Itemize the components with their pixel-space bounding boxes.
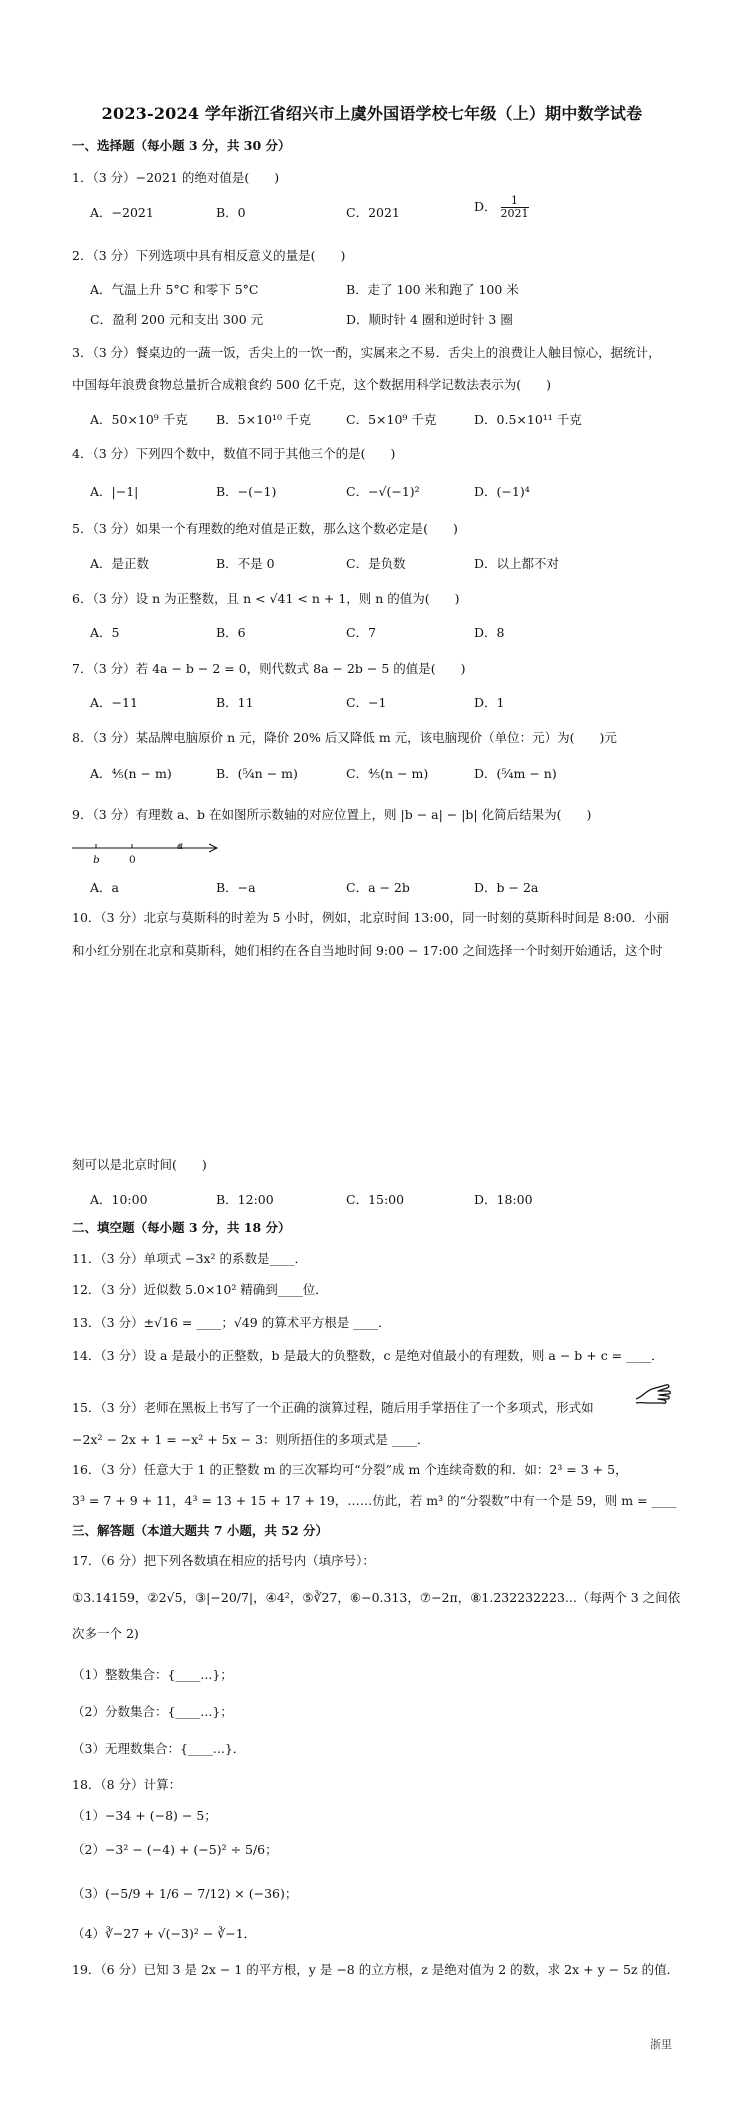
option-a: A．|−1|: [90, 484, 139, 499]
question-10-line2: 和小红分别在北京和莫斯科，她们相约在各自当地时间 9:00 − 17:00 之间选择一个时刻开始通话，这个时: [72, 943, 663, 958]
question-12: 12．（3 分）近似数 5.0×10² 精确到____位．: [72, 1282, 328, 1297]
option-d: D．18:00: [474, 1192, 533, 1207]
option-b: B．−a: [216, 880, 256, 895]
number-line-figure: [72, 842, 222, 866]
option-c: C．7: [346, 625, 377, 640]
question-2-options-row1: [90, 280, 690, 300]
section-fill-blank: 二、填空题（每小题 3 分，共 18 分）: [72, 1220, 291, 1235]
question-13: 13．（3 分）±√16 = ____；√49 的算术平方根是 ____．: [72, 1315, 391, 1330]
option-c: C．5×10⁹ 千克: [346, 412, 437, 427]
footer-watermark: 浙里: [650, 2038, 672, 2051]
option-a: A．是正数: [90, 556, 150, 571]
option-a: A．a: [90, 880, 119, 895]
option-a: A．−11: [90, 695, 138, 710]
question-18-part3: （3）(−5/9 + 1/6 − 7/12) × (−36)；: [72, 1886, 298, 1901]
question-2: 2．（3 分）下列选项中具有相反意义的量是( ): [72, 248, 346, 263]
option-d: D．以上都不对: [474, 556, 560, 571]
option-c: C．2021: [346, 205, 400, 220]
question-7: 7．（3 分）若 4a − b − 2 = 0，则代数式 8a − 2b − 5 的值是( ): [72, 661, 466, 676]
option-b: B．不是 0: [216, 556, 275, 571]
question-14: 14．（3 分）设 a 是最小的正整数，b 是最大的负整数，c 是绝对值最小的有理数，则 a − b + c = ____．: [72, 1348, 664, 1363]
question-5-options: [90, 554, 690, 574]
question-18-part1: （1）−34 + (−8) − 5；: [72, 1808, 217, 1823]
question-16-line2: 3³ = 7 + 9 + 11，4³ = 13 + 15 + 17 + 19，……仿此，若 m³ 的“分裂数”中有一个是 59，则 m = ____: [72, 1493, 677, 1508]
option-b: B．(⁵⁄₄n − m): [216, 766, 298, 781]
question-17-part3: （3）无理数集合：{____...}．: [72, 1741, 246, 1756]
option-d: D．(−1)⁴: [474, 484, 530, 499]
question-3-line1: 3．（3 分）餐桌边的一蔬一饭，舌尖上的一饮一酌，实属来之不易．舌尖上的浪费让人触目惊心，据统计，: [72, 345, 661, 360]
question-8-options: [90, 764, 690, 784]
option-a: A．10:00: [90, 1192, 148, 1207]
option-c: C．a − 2b: [346, 880, 410, 895]
option-b: B．5×10¹⁰ 千克: [216, 412, 312, 427]
option-b: B．−(−1): [216, 484, 277, 499]
option-a: A．5: [90, 625, 120, 640]
question-16-line1: 16．（3 分）任意大于 1 的正整数 m 的三次幂均可“分裂”成 m 个连续奇数的和．如：2³ = 3 + 5，: [72, 1462, 628, 1477]
question-6: 6．（3 分）设 n 为正整数，且 n < √41 < n + 1，则 n 的值为( ): [72, 591, 460, 606]
section-problems: 三、解答题（本道大题共 7 小题，共 52 分）: [72, 1523, 329, 1538]
question-17: 17．（6 分）把下列各数填在相应的括号内（填序号）：: [72, 1553, 375, 1568]
question-3-line2: 中国每年浪费食物总量折合成粮食约 500 亿千克，这个数据用科学记数法表示为( ): [72, 377, 552, 392]
page-title: 2023-2024 学年浙江省绍兴市上虞外国语学校七年级（上）期中数学试卷: [101, 104, 643, 123]
number-line-label-a: a: [177, 840, 184, 852]
question-15-line1: 15．（3 分）老师在黑板上书写了一个正确的演算过程，随后用手掌捂住了一个多项式，形式如: [72, 1400, 594, 1415]
frac-num: 1: [511, 194, 519, 207]
question-1: 1．（3 分）−2021 的绝对值是( ): [72, 170, 280, 185]
question-8: 8．（3 分）某品牌电脑原价 n 元，降价 20% 后又降低 m 元，该电脑现价（单位：元）为( )元: [72, 730, 617, 745]
hand-icon: [634, 1381, 672, 1409]
question-10-line1: 10．（3 分）北京与莫斯科的时差为 5 小时，例如，北京时间 13:00，同一时刻的莫斯科时间是 8:00．小丽: [72, 910, 670, 925]
option-d: D．0.5×10¹¹ 千克: [474, 412, 582, 427]
option-b: B．12:00: [216, 1192, 274, 1207]
option-a: A．−2021: [90, 205, 154, 220]
question-15-line2: −2x² − 2x + 1 = −x² + 5x − 3：则所捂住的多项式是 ____．: [72, 1432, 430, 1447]
question-9-options: [90, 878, 690, 898]
option-d: D．顺时针 4 圈和逆时针 3 圈: [346, 312, 513, 327]
option-c: C．盈利 200 元和支出 300 元: [90, 312, 264, 327]
option-c: C．−1: [346, 695, 387, 710]
option-c: C．−√(−1)²: [346, 484, 420, 499]
option-b: B．6: [216, 625, 246, 640]
option-d: D．1: [474, 695, 505, 710]
question-6-options: [90, 623, 690, 643]
option-a: A．50×10⁹ 千克: [90, 412, 188, 427]
option-a: A．气温上升 5°C 和零下 5°C: [90, 282, 259, 297]
number-line-label-0: 0: [129, 854, 136, 866]
option-c: C．是负数: [346, 556, 406, 571]
question-1-options: [90, 194, 690, 223]
question-18-part2: （2）−3² − (−4) + (−5)² ÷ 5/6；: [72, 1842, 278, 1857]
option-d-prefix: D．: [474, 199, 497, 214]
question-2-options-row2: [90, 310, 690, 330]
question-17-items: ①3.14159，②2√5，③|−20/7|，④4²，⑤∛27，⑥−0.313，⑦−2π，⑧1.232232223...（每两个 3 之间依: [72, 1590, 681, 1605]
option-a: A．⁴⁄₅(n − m): [90, 766, 172, 781]
option-c: C．⁴⁄₅(n − m): [346, 766, 429, 781]
question-11: 11．（3 分）单项式 −3x² 的系数是____．: [72, 1251, 308, 1266]
question-17-items-cont: 次多一个 2): [72, 1626, 139, 1641]
question-10-line3: 刻可以是北京时间( ): [72, 1157, 207, 1172]
question-17-part1: （1）整数集合：{____...}；: [72, 1667, 233, 1682]
option-b: B．11: [216, 695, 254, 710]
question-18: 18．（8 分）计算：: [72, 1777, 182, 1792]
option-c: C．15:00: [346, 1192, 405, 1207]
option-d: D．b − 2a: [474, 880, 539, 895]
question-4-options: [90, 482, 690, 502]
section-multiple-choice: 一、选择题（每小题 3 分，共 30 分）: [72, 138, 291, 153]
question-18-part4: （4）∛−27 + √(−3)² − ∛−1．: [72, 1926, 257, 1941]
question-5: 5．（3 分）如果一个有理数的绝对值是正数，那么这个数必定是( ): [72, 521, 458, 536]
option-b: B．0: [216, 205, 246, 220]
number-line-label-b: b: [93, 854, 100, 866]
question-4: 4．（3 分）下列四个数中，数值不同于其他三个的是( ): [72, 446, 396, 461]
question-17-part2: （2）分数集合：{____...}；: [72, 1704, 233, 1719]
question-9: 9．（3 分）有理数 a、b 在如图所示数轴的对应位置上，则 |b − a| − |b| 化简后结果为( ): [72, 807, 592, 822]
option-d: D．(⁵⁄₄m − n): [474, 766, 557, 781]
question-7-options: [90, 693, 690, 713]
option-d: D．8: [474, 625, 505, 640]
option-d: [474, 195, 529, 220]
option-b: B．走了 100 米和跑了 100 米: [346, 282, 519, 297]
frac-den: 2021: [500, 207, 529, 220]
question-3-options: [90, 410, 690, 430]
question-19: 19．（6 分）已知 3 是 2x − 1 的平方根，y 是 −8 的立方根，z 是绝对值为 2 的数，求 2x + y − 5z 的值．: [72, 1962, 680, 1977]
option-d-fraction: [501, 195, 529, 220]
question-10-options: [90, 1190, 690, 1210]
